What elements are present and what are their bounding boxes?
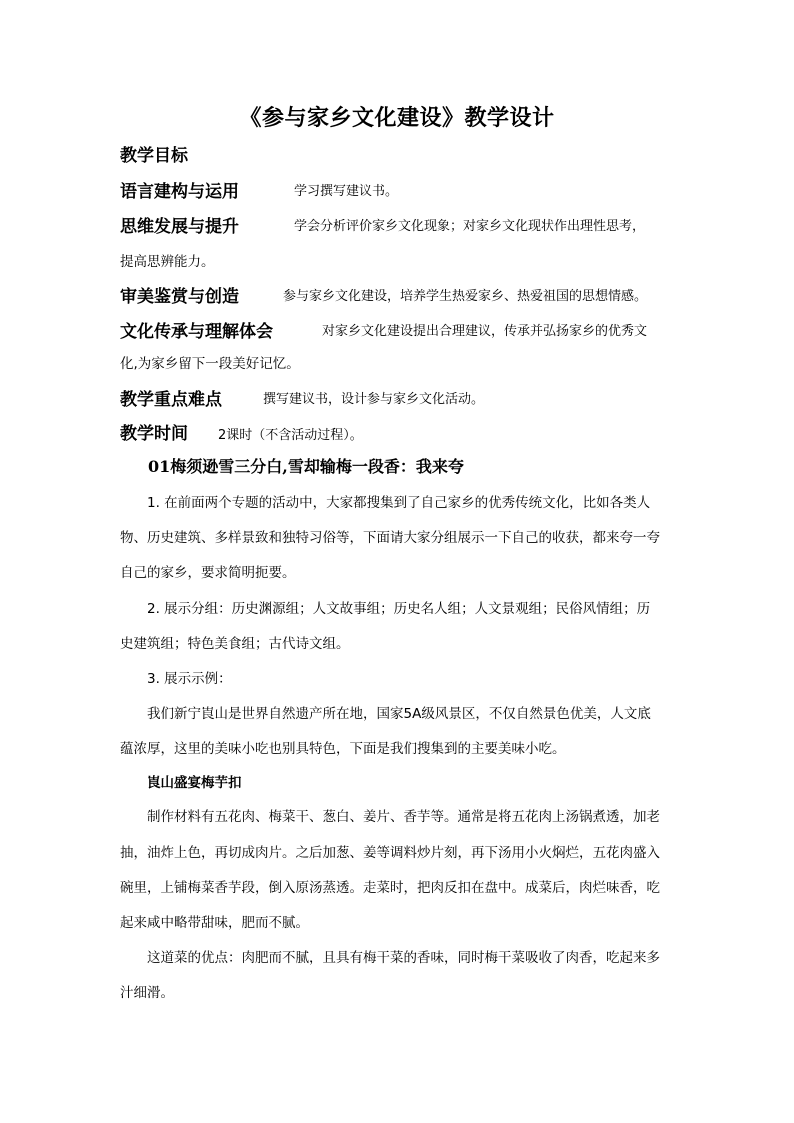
goal-text-culture-cont: 化,为家乡留下一段美好记忆。: [120, 356, 300, 372]
paragraph-line: 起来咸中略带甜味，肥而不腻。: [120, 915, 309, 931]
paragraph-line: 蕴浓厚，这里的美味小吃也别具特色，下面是我们搜集到的主要美味小吃。: [120, 741, 566, 757]
goal-label-language: 语言建构与运用: [120, 182, 239, 202]
paragraph-line: 2. 展示分组：历史渊源组；人文故事组；历史名人组；人文景观组；民俗风情组；历: [147, 601, 651, 617]
paragraph-line: 史建筑组；特色美食组；古代诗文组。: [120, 636, 350, 652]
paragraph-line: 物、历史建筑、多样景致和独特习俗等，下面请大家分组展示一下自己的收获，都来夸一夸: [120, 530, 660, 546]
paragraph-line: 抽，油炸上色，再切成肉片。之后加葱、姜等调料炒片刻，再下汤用小火焖烂，五花肉盛入: [120, 845, 660, 861]
goals-heading: 教学目标: [120, 146, 188, 166]
keypoints-label: 教学重点难点: [120, 390, 222, 410]
dish-title: 崀山盛宴梅芋扣: [147, 775, 242, 791]
paragraph-line: 我们新宁崀山是世界自然遗产所在地，国家5A级风景区，不仅自然景色优美，人文底: [147, 706, 651, 722]
paragraph-line: 3. 展示示例：: [147, 671, 232, 687]
goal-text-culture: 对家乡文化建设提出合理建议，传承并弘扬家乡的优秀文: [322, 324, 648, 339]
goal-text-thinking: 学会分析评价家乡文化现象；对家乡文化现状作出理性思考，: [294, 219, 646, 234]
time-text: 2课时（不含活动过程）。: [218, 428, 363, 443]
paragraph-line: 这道菜的优点：肉肥而不腻，且具有梅干菜的香味，同时梅干菜吸收了肉香，吃起来多: [147, 950, 660, 966]
goal-text-thinking-cont: 提高思辨能力。: [120, 254, 215, 270]
paragraph-line: 1. 在前面两个专题的活动中，大家都搜集到了自己家乡的优秀传统文化，比如各类人: [147, 495, 651, 511]
paragraph-line: 碗里，上铺梅菜香芋段，倒入原汤蒸透。走菜时，把肉反扣在盘中。成菜后，肉烂味香，吃: [120, 880, 660, 896]
goal-label-culture: 文化传承与理解体会: [120, 322, 273, 342]
paragraph-line: 制作材料有五花肉、梅菜干、葱白、姜片、香芋等。通常是将五花肉上汤锅煮透，加老: [147, 809, 660, 825]
time-label: 教学时间: [120, 424, 188, 444]
document-title: 《参与家乡文化建设》教学设计: [239, 105, 555, 131]
keypoints-text: 撰写建议书，设计参与家乡文化活动。: [263, 392, 485, 407]
section-heading: 01梅须逊雪三分白,雪却输梅一段香：我来夸: [148, 457, 464, 476]
goal-text-aesthetic: 参与家乡文化建设，培养学生热爱家乡、热爱祖国的思想情感。: [283, 289, 648, 304]
goal-label-aesthetic: 审美鉴赏与创造: [120, 287, 239, 307]
paragraph-line: 自己的家乡，要求简明扼要。: [120, 565, 296, 581]
goal-text-language: 学习撰写建议书。: [294, 184, 399, 199]
goal-label-thinking: 思维发展与提升: [120, 217, 239, 237]
paragraph-line: 汁细滑。: [120, 985, 174, 1001]
